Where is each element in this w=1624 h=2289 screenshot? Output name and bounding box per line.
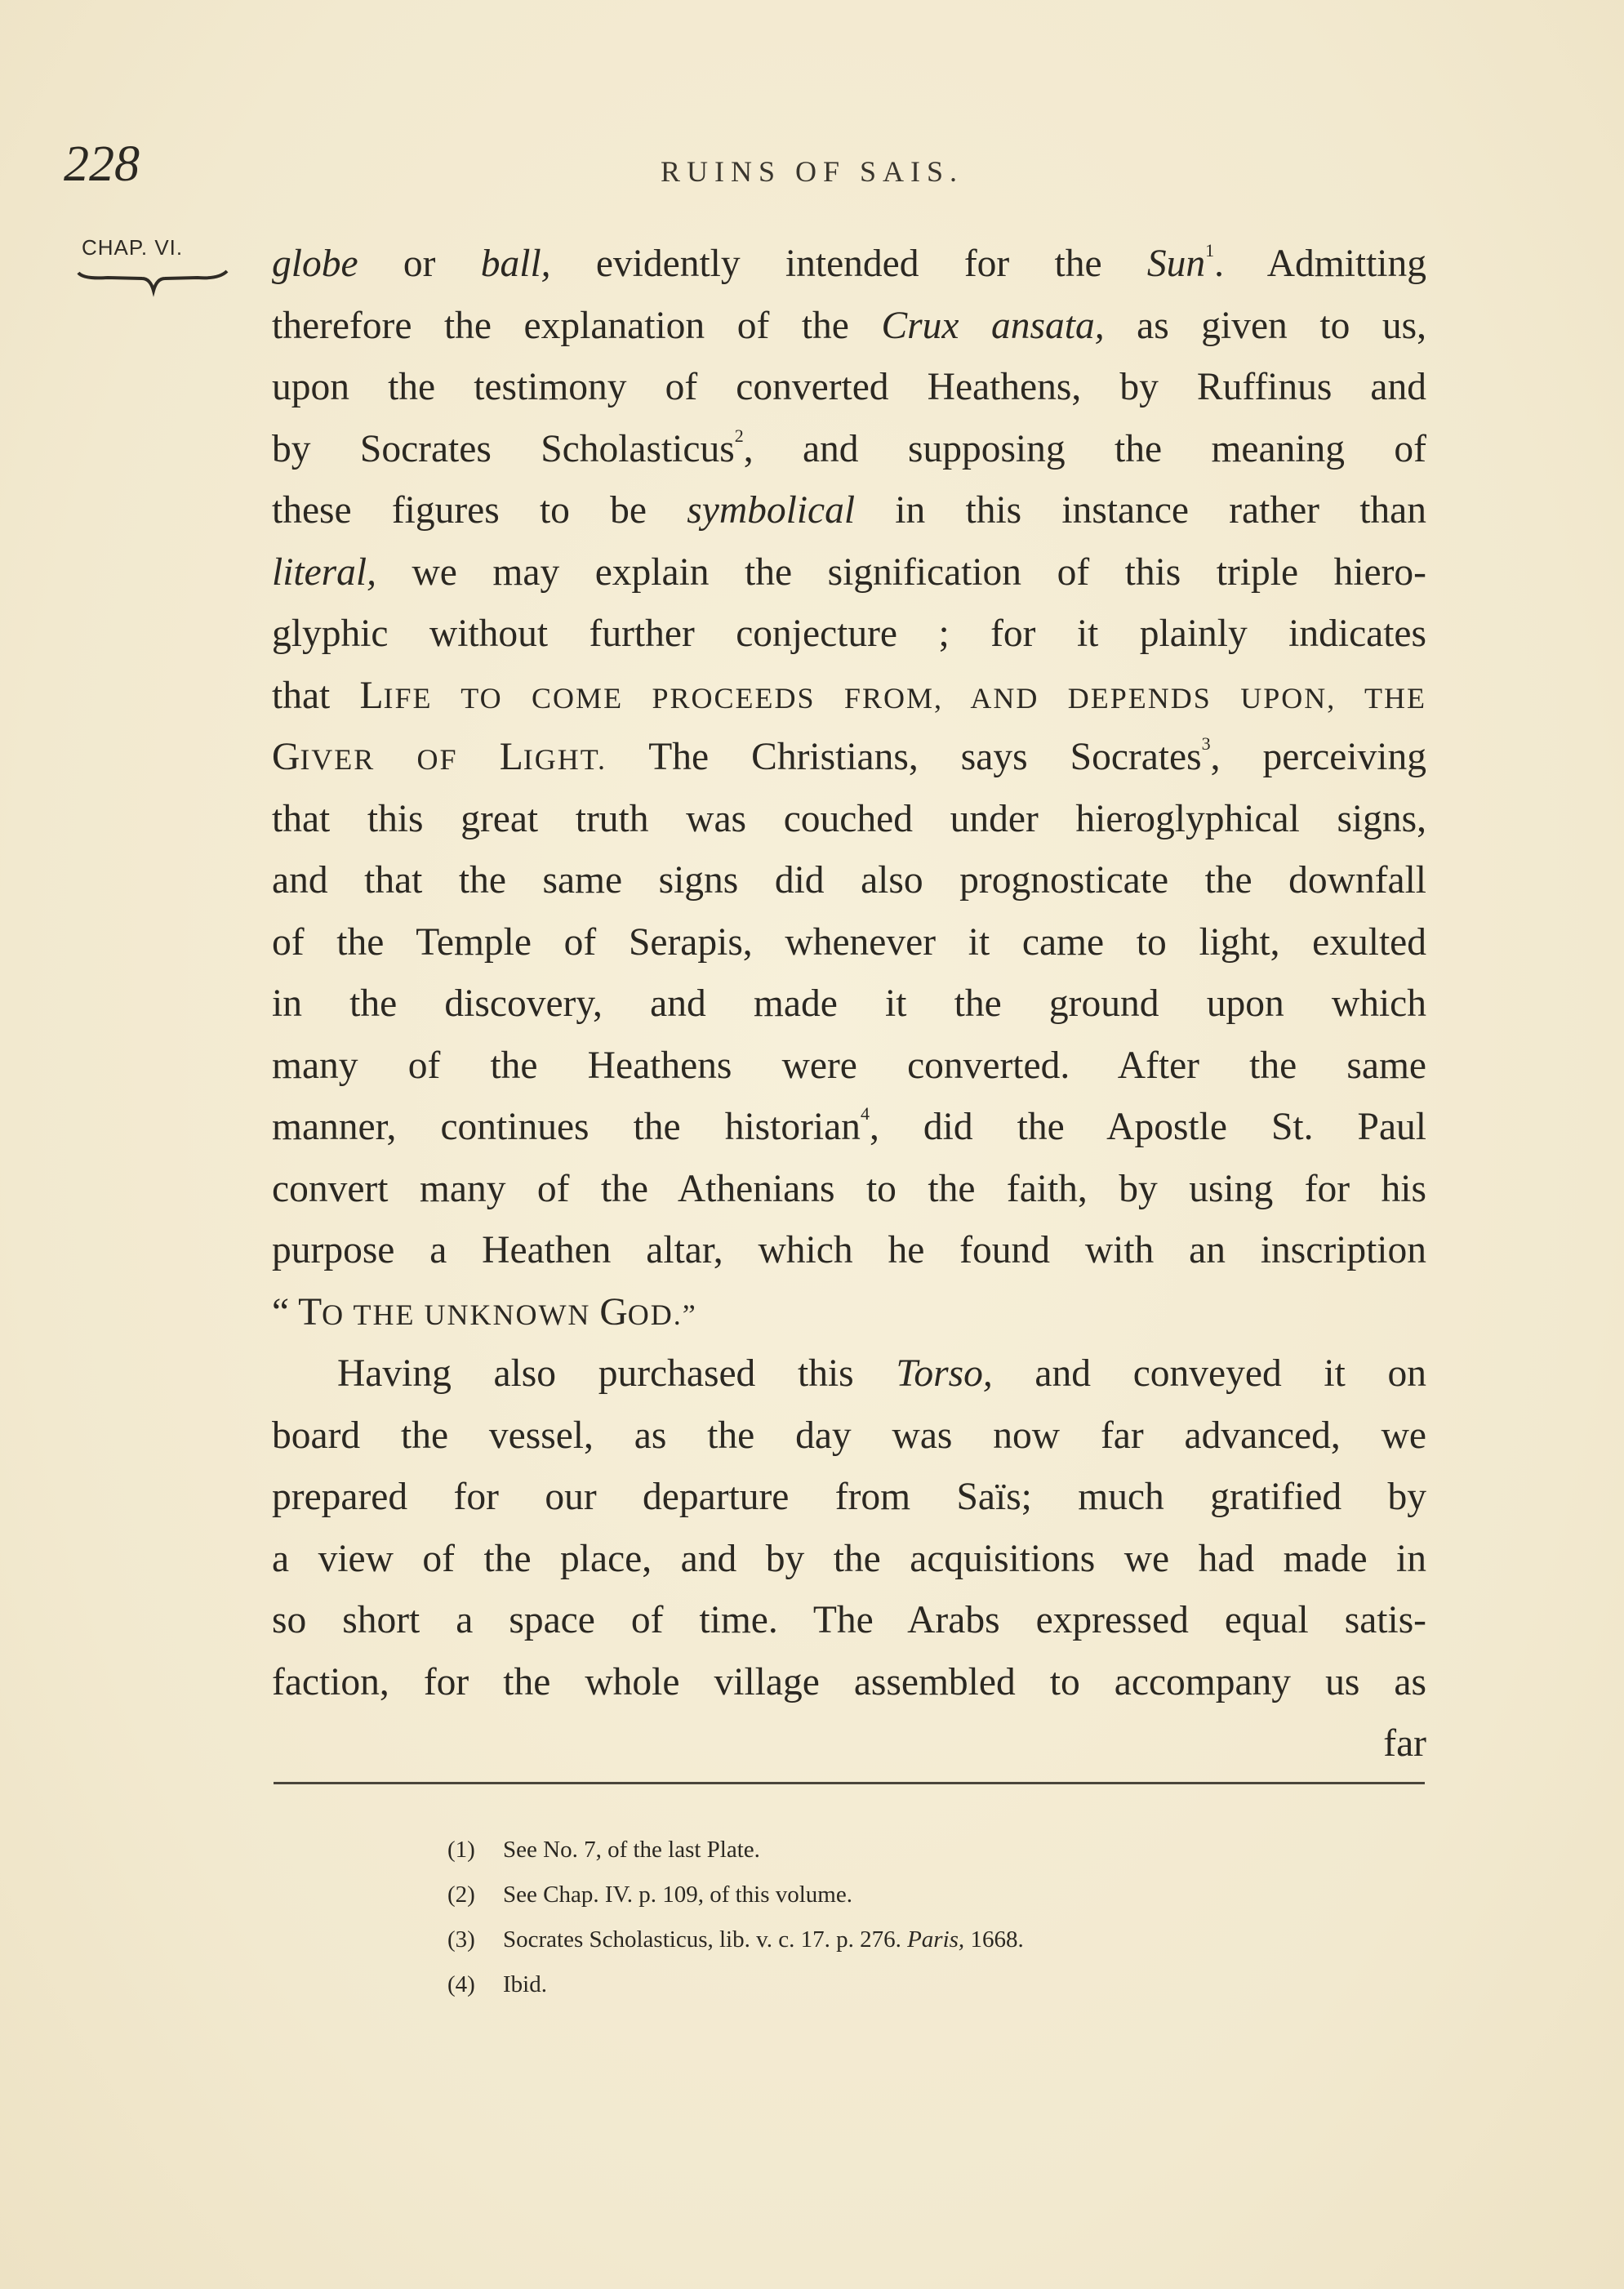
text-line: prepared for our departure from Saïs; much gratified by: [272, 1476, 1426, 1518]
text-line: purpose a Heathen altar, which he found with an inscription: [272, 1229, 1426, 1271]
text-line: glyphic without further conjecture ; for it plainly indicates: [272, 612, 1426, 655]
catchword: far: [1383, 1722, 1426, 1765]
text-line: faction, for the whole village assembled to accompany us as: [272, 1660, 1426, 1703]
footnote-ref: 2: [734, 425, 744, 446]
footnotes: [447, 1828, 1024, 2007]
text-line: by Socrates Scholasticus$^2$, and supposing the meaning of: [272, 425, 1426, 470]
page-number: 228: [64, 136, 140, 192]
text-line: globe or ball, evidently intended for the Sun$^1$. Admitting: [272, 240, 1426, 285]
text-line: many of the Heathens were converted. After the same: [272, 1044, 1426, 1087]
text-line: so short a space of time. The Arabs expressed equal satis-: [272, 1599, 1426, 1641]
footnote-item: (1) See No. 7, of the last Plate.: [447, 1837, 760, 1863]
text-line: in the discovery, and made it the ground upon which: [272, 982, 1426, 1025]
chapter-label: CHAP. VI.: [82, 235, 184, 260]
footnote-ref: 1: [1205, 240, 1215, 261]
text-line: that this great truth was couched under hieroglyphical signs,: [272, 797, 1426, 840]
chapter-brace-ornament: [75, 268, 230, 297]
main-text: [272, 234, 1426, 1775]
paragraph-first-line: Having also purchased this Torso, and conveyed it on: [337, 1352, 1426, 1395]
text-line: convert many of the Athenians to the faith, by using for his: [272, 1167, 1426, 1210]
text-line: GIVER OF LIGHT. The Christians, says Socrates$^3$, perceiving: [272, 733, 1426, 778]
text-line: and that the same signs did also prognosticate the downfall: [272, 859, 1426, 902]
text-line: these figures to be symbolical in this instance rather than: [272, 489, 1427, 532]
footnote-item: (2) See Chap. IV. p. 109, of this volume.: [447, 1882, 852, 1908]
text-line: therefore the explanation of the Crux ansata, as given to us,: [272, 304, 1426, 347]
footnote-item: (3) Socrates Scholasticus, lib. v. c. 17. p. 276. Paris, 1668.: [447, 1926, 1024, 1953]
text-line: that LIFE TO COME PROCEEDS FROM, AND DEPENDS UPON, THE: [272, 674, 1426, 717]
text-line: of the Temple of Serapis, whenever it came to light, exulted: [272, 920, 1426, 964]
footnote-ref: 3: [1201, 733, 1211, 754]
footnote-ref: 4: [860, 1103, 870, 1124]
text-line: manner, continues the historian$^4$, did the Apostle St. Paul: [272, 1103, 1426, 1148]
text-line: a view of the place, and by the acquisitions we had made in: [272, 1537, 1426, 1580]
footnote-item: (4) Ibid.: [447, 1971, 547, 1997]
text-line: literal, we may explain the signification of this triple hiero-: [272, 550, 1426, 594]
text-line: upon the testimony of converted Heathens, by Ruffinus and: [272, 366, 1426, 408]
running-title: RUINS OF SAIS.: [660, 155, 964, 188]
footnote-divider: [274, 1782, 1425, 1784]
text-line: board the vessel, as the day was now far advanced, we: [272, 1414, 1426, 1457]
text-line: “ TO THE UNKNOWN GOD.”: [272, 1290, 697, 1334]
